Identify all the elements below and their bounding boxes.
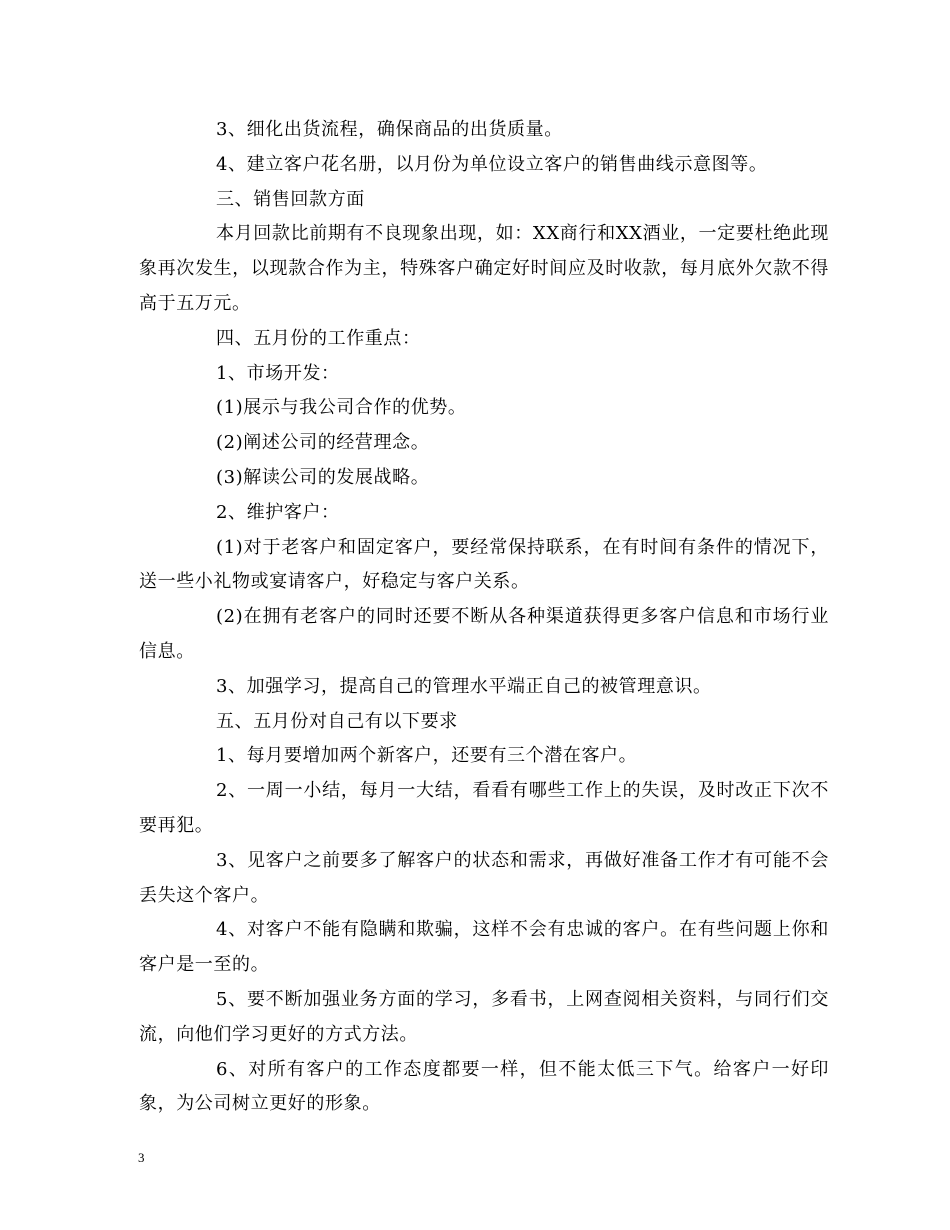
list-item: 4、对客户不能有隐瞒和欺骗，这样不会有忠诚的客户。在有些问题上你和客户是一至的。 [139,919,829,976]
list-item: (1)对于老客户和固定客户，要经常保持联系，在有时间有条件的情况下，送一些小礼物或宴请客户，好稳定与客户关系。 [139,536,829,593]
page-number: 3 [138,1150,145,1165]
section-heading: 三、销售回款方面 [216,188,365,210]
list-item: 1、每月要增加两个新客户，还要有三个潜在客户。 [216,745,638,767]
section-heading: 五、五月份对自己有以下要求 [216,710,458,732]
list-item: (1)展示与我公司合作的优势。 [216,397,467,419]
list-item: 2、一周一小结，每月一大结，看看有哪些工作上的失误，及时改正下次不要再犯。 [139,780,829,836]
list-item: 6、对所有客户的工作态度都要一样，但不能太低三下气。给客户一好印象，为公司树立更好的形象。 [139,1058,829,1115]
paragraph: 3、细化出货流程，确保商品的出货质量。 [216,119,563,140]
subheading: 2、维护客户： [216,501,340,523]
list-item: (2)阐述公司的经营理念。 [216,432,430,454]
list-item: 5、要不断加强业务方面的学习，多看书，上网查阅相关资料，与同行们交流，向他们学习更好的方式方法。 [139,988,829,1045]
document-body [139,113,829,1122]
subheading: 1、市场开发： [216,362,340,384]
list-item: (3)解读公司的发展战略。 [216,466,430,488]
list-item: (2)在拥有老客户的同时还要不断从各种渠道获得更多客户信息和市场行业信息。 [139,606,829,662]
paragraph: 3、加强学习，提高自己的管理水平端正自己的被管理意识。 [216,675,712,697]
paragraph: 本月回款比前期有不良现象出现，如：XX商行和XX酒业，一定要杜绝此现象再次发生，以现款合作为主，特殊客户确定好时间应及时收款，每月底外欠款不得高于五万元。 [139,223,829,314]
list-item: 3、见客户之前要多了解客户的状态和需求，再做好准备工作才有可能不会丢失这个客户。 [139,849,829,906]
paragraph: 4、建立客户花名册，以月份为单位设立客户的销售曲线示意图等。 [216,153,768,175]
section-heading: 四、五月份的工作重点： [216,327,421,349]
